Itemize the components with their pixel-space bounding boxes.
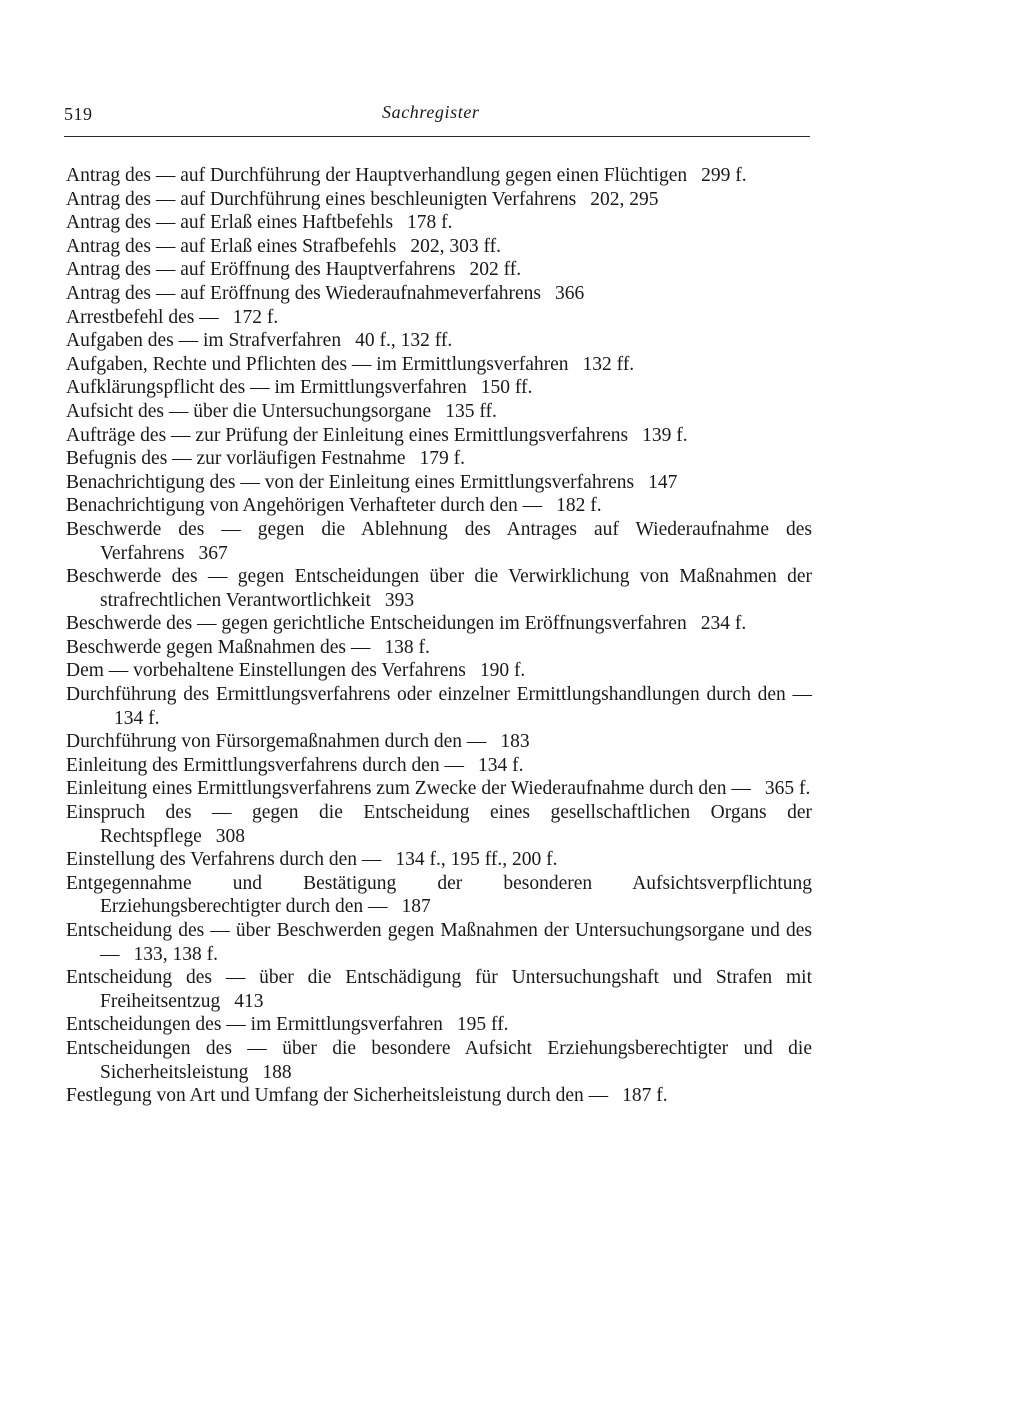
entry-text: Einleitung des Ermittlungsverfahrens durch den — bbox=[66, 754, 465, 776]
entry-pages: 134 f. bbox=[114, 707, 160, 729]
entry-text: Dem — vorbehaltene Einstellungen des Verfahrens bbox=[66, 660, 466, 682]
index-entry bbox=[66, 447, 812, 471]
entry-text: Aufklärungspflicht des — im Ermittlungsverfahren bbox=[66, 377, 467, 399]
entry-pages: 234 f. bbox=[700, 613, 747, 635]
index-entry bbox=[66, 188, 812, 212]
entry-pages: 178 f. bbox=[407, 212, 453, 234]
entry-text: Einleitung eines Ermittlungsverfahrens zum Zwecke der Wiederaufnahme durch den — bbox=[66, 778, 751, 800]
entry-text: Entscheidung des — über Beschwerden gegen Maßnahmen der Untersuchungsorgane und des — bbox=[66, 920, 812, 965]
index-entry bbox=[66, 872, 812, 919]
entry-text: Antrag des — auf Eröffnung des Hauptverfahrens bbox=[66, 259, 456, 281]
index-entry bbox=[66, 565, 812, 612]
entry-text: Beschwerde des — gegen Entscheidungen über die Verwirklichung von Maßnahmen der strafrechtlichen Verantwortlichkeit bbox=[66, 566, 812, 611]
index-entry bbox=[66, 211, 812, 235]
index-entry bbox=[66, 612, 812, 636]
page-number: 519 bbox=[64, 104, 93, 124]
entry-text: Antrag des — auf Erlaß eines Strafbefehls bbox=[66, 235, 397, 257]
index-entry bbox=[66, 494, 812, 518]
entry-text: Durchführung von Fürsorgemaßnahmen durch den — bbox=[66, 731, 487, 753]
entry-text: Benachrichtigung des — von der Einleitung eines Ermittlungsverfahrens bbox=[66, 471, 635, 493]
entry-pages: 299 f. bbox=[701, 165, 747, 186]
entry-pages: 202 ff. bbox=[469, 259, 522, 281]
running-title: Sachregister bbox=[382, 102, 480, 122]
entry-pages: 172 f. bbox=[232, 306, 279, 328]
entry-pages: 195 ff. bbox=[456, 1014, 509, 1036]
index-entry bbox=[66, 258, 812, 282]
entry-text: Antrag des — auf Durchführung eines beschleunigten Verfahrens bbox=[66, 188, 577, 210]
entry-text: Durchführung des Ermittlungsverfahrens oder einzelner Ermittlungshandlungen durch den — bbox=[66, 684, 812, 706]
index-entry bbox=[66, 777, 812, 801]
entry-text: Arrestbefehl des — bbox=[66, 306, 219, 328]
index-entry bbox=[66, 801, 812, 848]
entry-pages: 182 f. bbox=[556, 495, 602, 517]
entry-pages: 202, 303 ff. bbox=[410, 235, 501, 257]
entry-pages: 367 bbox=[198, 542, 228, 564]
index-entry bbox=[66, 329, 812, 353]
index-entry bbox=[66, 376, 812, 400]
index-entry bbox=[66, 471, 812, 495]
entry-pages: 134 f. bbox=[478, 754, 524, 776]
entry-pages: 366 bbox=[554, 282, 585, 304]
index-entry bbox=[66, 235, 812, 259]
index-entry bbox=[66, 754, 812, 778]
entry-pages: 133, 138 f. bbox=[133, 943, 218, 965]
header-rule bbox=[64, 136, 810, 137]
index-entry bbox=[66, 306, 812, 330]
entry-text: Aufsicht des — über die Untersuchungsorgane bbox=[66, 400, 432, 422]
entry-text: Beschwerde des — gegen die Ablehnung des Antrages auf Wiederaufnahme des Verfahrens bbox=[66, 518, 812, 564]
entry-text: Aufgaben, Rechte und Pflichten des — im Ermittlungsverfahren bbox=[66, 353, 569, 375]
index-entry bbox=[66, 919, 812, 966]
entry-text: Beschwerde des — gegen gerichtliche Entscheidungen im Eröffnungsverfahren bbox=[66, 613, 687, 635]
entry-text: Befugnis des — zur vorläufigen Festnahme bbox=[66, 448, 406, 470]
index-entry bbox=[66, 730, 812, 754]
entry-text: Antrag des — auf Eröffnung des Wiederaufnahmeverfahrens bbox=[66, 282, 541, 304]
entry-pages: 190 f. bbox=[479, 660, 526, 682]
index-entry bbox=[66, 966, 812, 1013]
index-entry bbox=[66, 848, 812, 872]
entry-pages: 183 bbox=[500, 731, 530, 753]
entry-text: Entscheidungen des — im Ermittlungsverfahren bbox=[66, 1014, 443, 1036]
entry-pages: 202, 295 bbox=[590, 188, 659, 210]
entry-text: Entscheidungen des — über die besondere Aufsicht Erziehungsberechtigter und die Sicherheitsleistung bbox=[66, 1037, 812, 1083]
entry-text: Entscheidung des — über die Entschädigung für Untersuchungshaft und Strafen mit Freiheitsentzug bbox=[66, 967, 812, 1012]
entry-pages: 413 bbox=[234, 990, 264, 1012]
entry-pages: 187 f. bbox=[622, 1085, 668, 1107]
entry-text: Festlegung von Art und Umfang der Sicherheitsleistung durch den — bbox=[66, 1085, 609, 1107]
entry-pages: 132 ff. bbox=[582, 353, 635, 375]
index-entry bbox=[66, 1084, 812, 1108]
index-entry bbox=[66, 282, 812, 306]
entry-text: Aufträge des — zur Prüfung der Einleitung eines Ermittlungsverfahrens bbox=[66, 424, 629, 446]
entry-pages: 138 f. bbox=[384, 636, 430, 658]
index-entry bbox=[66, 518, 812, 565]
entry-pages: 40 f., 132 ff. bbox=[355, 330, 453, 352]
entry-pages: 308 bbox=[215, 825, 246, 847]
entry-pages: 135 ff. bbox=[445, 400, 497, 422]
entry-pages: 134 f., 195 ff., 200 f. bbox=[395, 849, 558, 871]
entry-pages: 150 ff. bbox=[480, 377, 533, 399]
entry-pages: 187 bbox=[401, 896, 431, 918]
entry-text: Einstellung des Verfahrens durch den — bbox=[66, 849, 382, 871]
page-header bbox=[64, 104, 810, 132]
index-entries bbox=[66, 164, 812, 1108]
index-entry bbox=[66, 400, 812, 424]
entry-text: Antrag des — auf Erlaß eines Haftbefehls bbox=[66, 212, 394, 234]
entry-pages: 393 bbox=[384, 589, 415, 611]
entry-text: Aufgaben des — im Strafverfahren bbox=[66, 330, 342, 352]
index-entry bbox=[66, 353, 812, 377]
entry-pages: 188 bbox=[262, 1061, 292, 1083]
entry-text: Beschwerde gegen Maßnahmen des — bbox=[66, 636, 371, 658]
entry-text: Entgegennahme und Bestätigung der besonderen Aufsichtsverpflichtung Erziehungsberechtigter durch den — bbox=[66, 872, 812, 918]
index-entry bbox=[66, 1037, 812, 1084]
entry-text: Antrag des — auf Durchführung der Hauptverhandlung gegen einen Flüchtigen bbox=[66, 165, 688, 186]
entry-pages: 365 f. bbox=[764, 778, 811, 800]
entry-pages: 139 f. bbox=[642, 424, 688, 446]
index-entry bbox=[66, 164, 812, 188]
index-entry bbox=[66, 659, 812, 683]
entry-text: Benachrichtigung von Angehörigen Verhafteter durch den — bbox=[66, 495, 543, 517]
entry-pages: 147 bbox=[648, 471, 678, 493]
entry-text: Einspruch des — gegen die Entscheidung eines gesellschaftlichen Organs der Rechtspflege bbox=[66, 802, 812, 847]
entry-pages: 179 f. bbox=[419, 448, 466, 470]
index-entry bbox=[66, 1013, 812, 1037]
index-entry bbox=[66, 683, 812, 730]
index-entry bbox=[66, 636, 812, 660]
index-entry bbox=[66, 424, 812, 448]
